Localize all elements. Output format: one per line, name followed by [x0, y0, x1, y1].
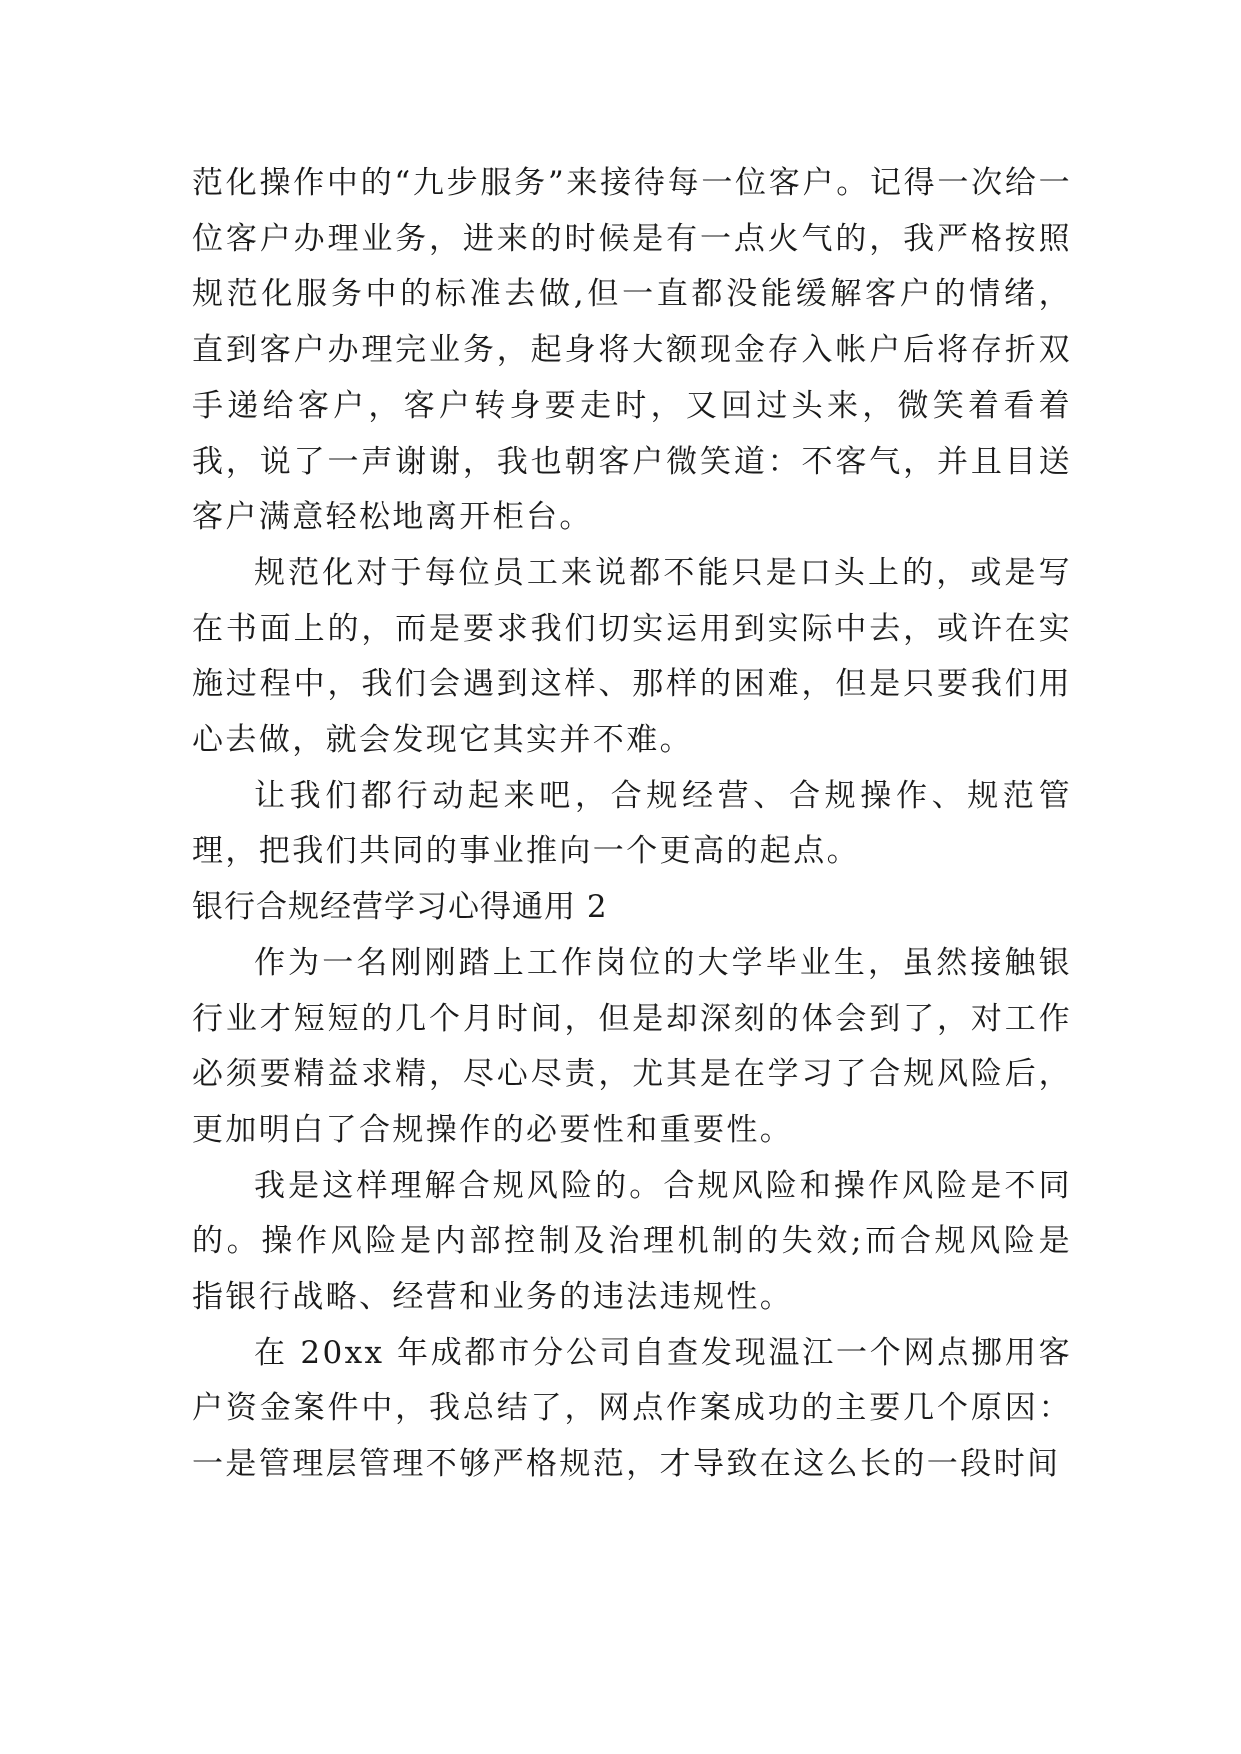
paragraph-customer-service: 范化操作中的“九步服务”来接待每一位客户。记得一次给一位客户办理业务，进来的时候是有一点火气的，我严格按照规范化服务中的标准去做,但一直都没能缓解客户的情绪，直到客户办理完业务，起身将大额现金存入帐户后将存折双手递给客户，客户转身要走时，又回过头来，微笑着看着我，说了一声谢谢，我也朝客户微笑道：不客气，并且目送客户满意轻松地离开柜台。 [192, 165, 1072, 536]
paragraph-graduate-experience: 作为一名刚刚踏上工作岗位的大学毕业生，虽然接触银行业才短短的几个月时间，但是却深刻的体会到了，对工作必须要精益求精，尽心尽责，尤其是在学习了合规风险后，更加明白了合规操作的必要性和重要性。 [192, 944, 1072, 1148]
section-heading: 银行合规经营学习心得通用 2 [192, 889, 608, 926]
paragraph-standardization: 规范化对于每位员工来说都不能只是口头上的，或是写在书面上的，而是要求我们切实运用到实际中去，或许在实施过程中，我们会遇到这样、那样的困难，但是只要我们用心去做，就会发现它其实并不难。 [192, 554, 1072, 759]
paragraph-case-analysis: 在 20xx 年成都市分公司自查发现温江一个网点挪用客户资金案件中，我总结了，网点作案成功的主要几个原因：一是管理层管理不够严格规范，才导致在这么长的一段时间 [192, 1334, 1072, 1483]
document-body [192, 156, 1072, 1493]
paragraph-call-to-action: 让我们都行动起来吧，合规经营、合规操作、规范管理，把我们共同的事业推向一个更高的起点。 [192, 777, 1072, 870]
paragraph-compliance-risk: 我是这样理解合规风险的。合规风险和操作风险是不同的。操作风险是内部控制及治理机制的失效;而合规风险是指银行战略、经营和业务的违法违规性。 [192, 1167, 1072, 1316]
